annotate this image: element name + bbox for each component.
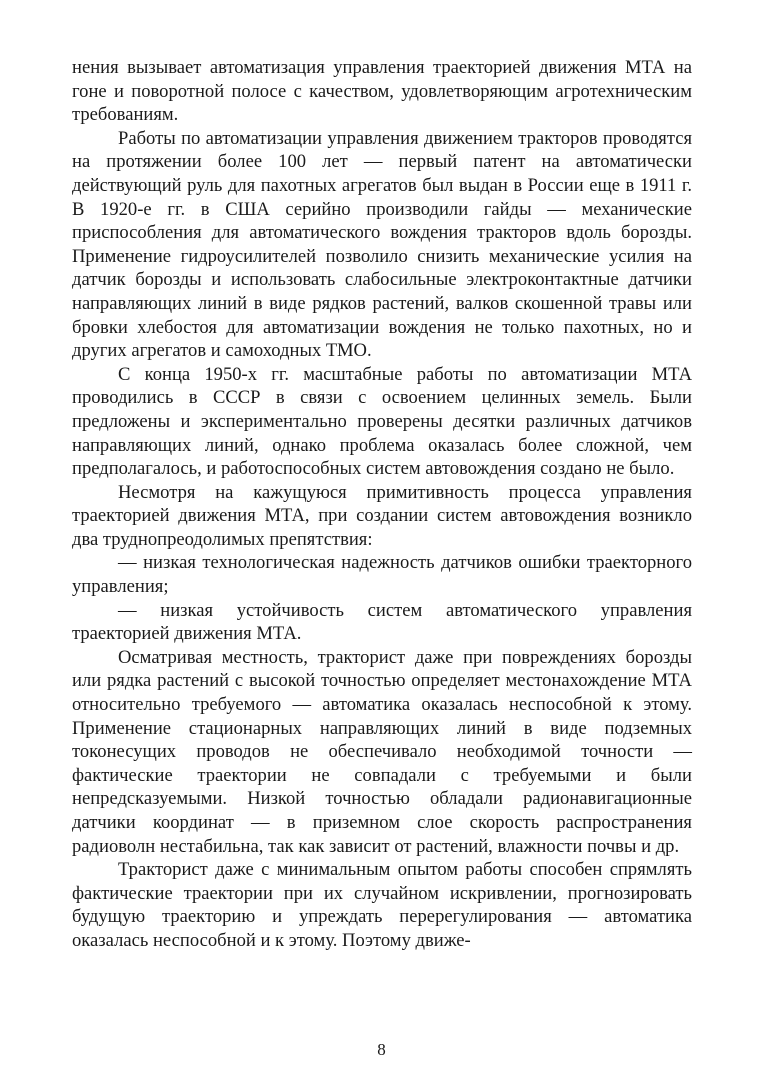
page-body: [72, 56, 692, 953]
paragraph-5: Осматривая местность, тракторист даже при повреждениях борозды или рядка растений с высокой точностью определяет местонахождение МТА относительно требуемого — автоматика оказалась неспособной к этому. Применение стационарных направляющих линий в виде подземных токонесущих проводов не обеспечивало необходимой точности — фактические траектории не совпадали с требуемыми и были непредсказуемыми. Низкой точностью обладали радионавигационные датчики координат — в приземном слое скорость распространения радиоволн нестабильна, так как зависит от растений, влажности почвы и др.: [72, 646, 692, 857]
list-item-1: — низкая технологическая надежность датчиков ошибки траекторного управления;: [72, 552, 692, 598]
paragraph-2: Работы по автоматизации управления движением тракторов проводятся на протяжении более 100 лет — первый патент на автоматически действующий руль для пахотных агрегатов был выдан в России еще в 1911 г. В 1920-е гг. в США серийно производили гайды — механические приспособления для автоматического вождения тракторов вдоль борозды. Применение гидроусилителей позволило снизить механические усилия на датчик борозды и использовать слабосильные электроконтактные датчики направляющих линий в виде рядков растений, валков скошенной травы или бровки хлебостоя для автоматизации вождения не только пахотных, но и других агрегатов и самоходных ТМО.: [72, 127, 692, 362]
list-item-2: — низкая устойчивость систем автоматического управления траекторией движения МТА.: [72, 599, 692, 645]
paragraph-4: Несмотря на кажущуюся примитивность процесса управления траекторией движения МТА, при создании систем автовождения возникло два труднопреодолимых препятствия:: [72, 481, 692, 550]
paragraph-1: нения вызывает автоматизация управления траекторией движения МТА на гоне и поворотной полосе с качеством, удовлетворяющим агротехническим требованиям.: [72, 57, 692, 126]
paragraph-6: Тракторист даже с минимальным опытом работы способен спрямлять фактические траектории при их случайном искривлении, прогнозировать будущую траекторию и упреждать перерегулирования — автоматика оказалась неспособной и к этому. Поэтому движе-: [72, 859, 692, 951]
paragraph-3: С конца 1950-х гг. масштабные работы по автоматизации МТА проводились в СССР в связи с освоением целинных земель. Были предложены и экспериментально проверены десятки различных датчиков направляющих линий, однако проблема оказалась более сложной, чем предполагалось, и работоспособных систем автовождения создано не было.: [72, 363, 692, 480]
page-number: 8: [377, 1040, 386, 1059]
